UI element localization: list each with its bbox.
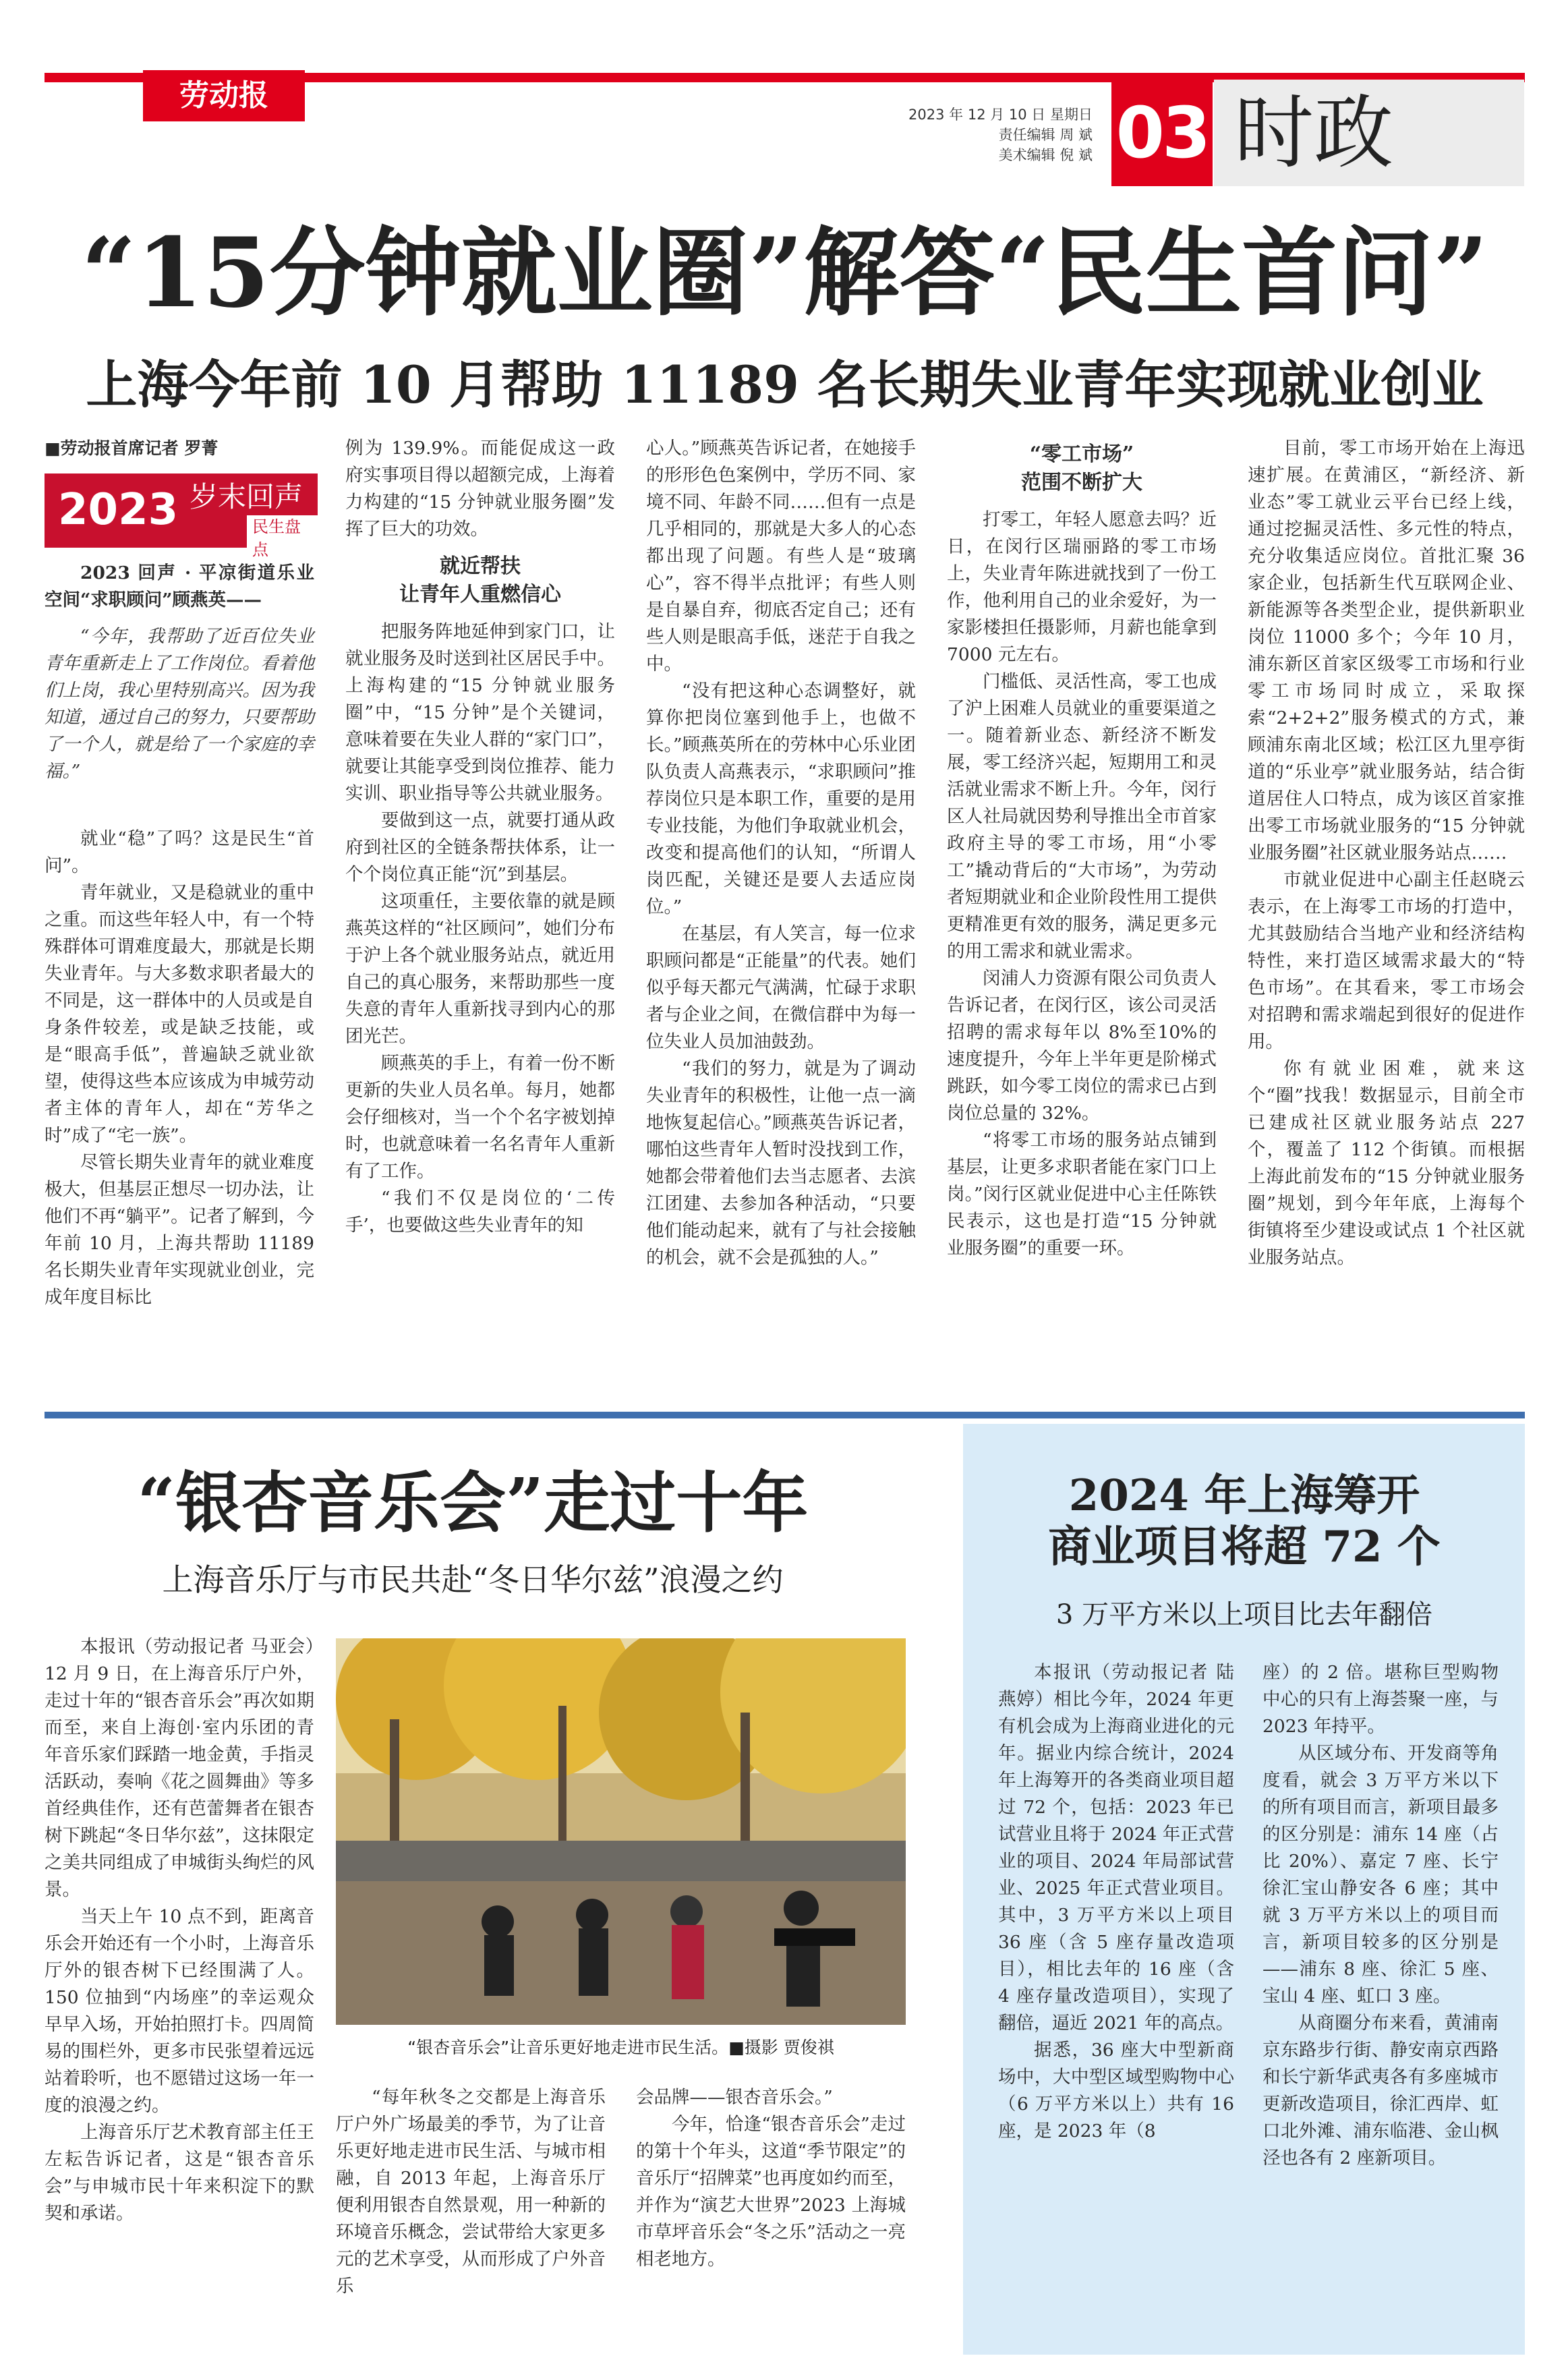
paragraph: 今年，恰逢“银杏音乐会”走过的第十个年头，这道“季节限定”的音乐厅“招牌菜”也再度如约而至，并作为“演艺大世界”2023 上海城市草坪音乐会“冬之乐”活动之一亮相老地方。 [636, 2114, 906, 2270]
badge-title: 岁末回声 [190, 480, 303, 513]
art-editor-credit: 美术编辑 倪 斌 [998, 147, 1093, 163]
subhead: 就近帮扶 让青年人重燃信心 [399, 554, 561, 606]
paragraph: 就业“稳”了吗？这是民生“首问”。 [45, 828, 314, 876]
pull-quote: “今年，我帮助了近百位失业青年重新走上了工作岗位。看着他们上岗，我心里特别高兴。因为我知道，通过自己的努力，只要帮助了一个人，就是给了一个家庭的幸福。” [45, 626, 314, 782]
paragraph: 会品牌——银杏音乐会。” [636, 2087, 833, 2108]
paragraph: “我们的努力，就是为了调动失业青年的积极性，让他一点一滴地恢复起信心。”顾燕英告诉记者，哪怕这些青年人暂时没找到工作，她都会带着他们去当志愿者、去滨江团建、去参加各种活动，“只要他们能动起来，就有了与社会接触的机会，就不会是孤独的人。” [646, 1058, 916, 1268]
article2-column-2 [336, 2084, 606, 2300]
year-end-badge [45, 473, 318, 559]
paragraph: 顾燕英的手上，有着一份不断更新的失业人员名单。每月，她都会仔细核对，当一个个名字被划掉时，也就意味着一名名青年人重新有了工作。 [345, 1053, 615, 1182]
masthead-info [863, 105, 1093, 165]
paragraph: 这项重任，主要依靠的就是顾燕英这样的“社区顾问”，她们分布于沪上各个就业服务站点，就近用自己的真心服务，来帮助那些一度失意的青年人重新找寻到内心的那团光芒。 [345, 891, 615, 1047]
paragraph: 市就业促进中心副主任赵晓云表示，在上海零工市场的打造中，尤其鼓励结合当地产业和经济结构特性，来打造区域需求最大的“特色市场”。在其看来，零工市场会对招聘和需求端起到很好的促进作用。 [1248, 869, 1525, 1052]
paragraph: 要做到这一点，就要打通从政府到社区的全链条帮扶体系，让一个个岗位真正能“沉”到基层。 [345, 810, 615, 885]
byline: ■劳动报首席记者 罗菁 [45, 438, 219, 458]
paragraph: 你有就业困难，就来这个“圈”找我！数据显示，目前全市已建成社区就业服务站点 227 个，覆盖了 112 个街镇。而根据上海此前发布的“15 分钟就业服务圈”规划，到今年年底，上海每个街镇将至少建设或试点 1 个社区就业服务站点。 [1248, 1058, 1525, 1268]
article2-column-1 [45, 1634, 314, 2227]
headline-line-1: 2024 年上海筹开 [1068, 1470, 1420, 1521]
paragraph: 从区域分布、开发商等角度看，就会 3 万平方米以下的所有项目而言，新项目最多的区分别是：浦东 14 座（占比 20%）、嘉定 7 座、长宁徐汇宝山静安各 6 座；其中就 3 万平方米以上的项目而言，新项目较多的区分别是——浦东 8 座、徐汇 5 座、宝山 4 座、虹口 3 座。 [1262, 1743, 1499, 2007]
paragraph: 从商圈分布来看，黄浦南京东路步行街、静安南京西路和长宁新华武夷各有多座城市更新改造项目，徐汇西岸、虹口北外滩、浦东临港、金山枫泾也各有 2 座新项目。 [1262, 2013, 1499, 2168]
article2-headline: “银杏音乐会”走过十年 [137, 1464, 809, 1542]
page-number: 03 [1111, 80, 1213, 186]
paragraph: 门槛低、灵活性高，零工也成了沪上困难人员就业的重要渠道之一。随着新业态、新经济不断发展，零工经济兴起，短期用工和灵活就业需求不断上升。今年，闵行区人社局就因势利导推出全市首家政府主导的零工市场，用“小零工”撬动背后的“大市场”，为劳动者短期就业和企业阶段性用工提供更精准更有效的服务，满足更多元的用工需求和就业需求。 [947, 671, 1217, 962]
paragraph: “将零工市场的服务站点铺到基层，让更多求职者能在家门口上岗。”闵行区就业促进中心主任陈铁民表示，这也是打造“15 分钟就业服务圈”的重要一环。 [947, 1130, 1217, 1259]
headline-line-2: 商业项目将超 72 个 [1048, 1522, 1441, 1572]
paragraph: 上海音乐厅艺术教育部主任王左耘告诉记者，这是“银杏音乐会”与申城市民十年来积淀下的默契和承诺。 [45, 2122, 314, 2224]
paragraph: 闵浦人力资源有限公司负责人告诉记者，在闵行区，该公司灵活招聘的需求每年以 8%至10%的速度提升，今年上半年更是阶梯式跳跃，如今零工岗位的需求已占到岗位总量的 32%。 [947, 968, 1217, 1124]
section-name: 时政 [1214, 80, 1524, 186]
issue-date: 2023 年 12 月 10 日 星期日 [908, 107, 1093, 123]
paragraph: 本报讯（劳动报记者 陆燕婷）相比今年，2024 年更有机会成为上海商业进化的元年。据业内综合统计，2024 年上海筹开的各类商业项目超过 72 个，包括：2023 年已试营业且将于 2024 年正式营业的项目、2024 年局部试营业、2025 年正式营业项目。其中，3 万平方米以上项目 36 座（含 5 座存量改造项目），相比去年的 16 座（含 4 座存量改造项目），实现了翻倍，逼近 2021 年的高点。 [998, 1662, 1234, 2034]
article2-column-3 [636, 2084, 906, 2273]
lead: 2023 回声 · 平凉街道乐业空间“求职顾问”顾燕英—— [45, 563, 314, 610]
article1-subheadline: 上海今年前 10 月帮助 11189 名长期失业青年实现就业创业 [86, 355, 1484, 415]
article3-column-1 [998, 1659, 1234, 2145]
editor-credit: 责任编辑 周 斌 [998, 127, 1093, 143]
paragraph: “每年秋冬之交都是上海音乐厅户外广场最美的季节，为了让音乐更好地走进市民生活、与城市相融，自 2013 年起，上海音乐厅便利用银杏自然景观，用一种新的环境音乐概念，尝试带给大家更多元的艺术享受，从而形成了户外音乐 [336, 2087, 606, 2297]
paragraph: 目前，零工市场开始在上海迅速扩展。在黄浦区，“新经济、新业态”零工就业云平台已经上线，通过挖掘灵活性、多元性的特点，充分收集适应岗位。首批汇聚 36 家企业，包括新生代互联网企业、新能源等各类型企业，提供新职业岗位 11000 多个；今年 10 月，浦东新区首家区级零工市场和行业零工市场同时成立，采取探索“2+2+2”服务模式的方式，兼顾浦东南北区域；松江区九里亭街道的“乐业亭”就业服务站，结合街道居住人口特点，成为该区首家推出零工市场就业服务的“15 分钟就业服务圈”社区就业服务站点…… [1248, 438, 1525, 863]
badge-sub: 民生盘点 [247, 515, 318, 561]
paragraph: 本报讯（劳动报记者 马亚会）12 月 9 日，在上海音乐厅户外，走过十年的“银杏音乐会”再次如期而至，来自上海创·室内乐团的青年音乐家们踩踏一地金黄，手指灵活跃动，奏响《花之圆舞曲》等多首经典佳作，还有芭蕾舞者在银杏树下跳起“冬日华尔兹”，这抹限定之美共同组成了申城街头绚烂的风景。 [45, 1636, 314, 1900]
article2-subheadline: 上海音乐厅与市民共赴“冬日华尔兹”浪漫之约 [162, 1561, 784, 1598]
paragraph: 例为 139.9%。而能促成这一政府实事项目得以超额完成，上海着力构建的“15 分钟就业服务圈”发挥了巨大的功效。 [345, 438, 615, 540]
article3-headline [978, 1470, 1511, 1573]
paragraph: 青年就业，又是稳就业的重中之重。而这些年轻人中，有一个特殊群体可谓难度最大，那就是长期失业青年。与大多数求职者最大的不同是，这一群体中的人员或是自身条件较差，或是缺乏技能，或是“眼高手低”，普遍缺乏就业欲望，使得这些本应该成为申城劳动者主体的青年人，却在“芳华之时”成了“宅一族”。 [45, 882, 314, 1146]
article1-column-1 [45, 435, 314, 462]
paragraph: “没有把这种心态调整好，就算你把岗位塞到他手上，也做不长。”顾燕英所在的劳林中心乐业团队负责人高燕表示，“求职顾问”推荐岗位只是本职工作，重要的是用专业技能，为他们争取就业机会，改变和提高他们的认知，“所谓人岗匹配，关键还是要人去适应岗位。” [646, 681, 916, 917]
article1-column-4 [947, 435, 1217, 1262]
article3-column-2 [1262, 1659, 1499, 2172]
article1-column-3 [646, 435, 916, 1271]
paragraph: “我们不仅是岗位的‘二传手’，也要做这些失业青年的知 [345, 1188, 615, 1236]
masthead-logo: 劳动报 [143, 70, 305, 121]
paragraph: 把服务阵地延伸到家门口，让就业服务及时送到社区居民手中。上海构建的“15 分钟就业服务圈”中，“15 分钟”是个关键词，意味着要在失业人群的“家门口”，就要让其能享受到岗位推荐、能力实训、职业指导等公共就业服务。 [345, 621, 615, 804]
article1-column-1-body [45, 560, 314, 1311]
concert-photo [336, 1638, 906, 2025]
article3-subheadline: 3 万平方米以上项目比去年翻倍 [1055, 1599, 1433, 1630]
paragraph: 座）的 2 倍。堪称巨型购物中心的只有上海荟聚一座，与 2023 年持平。 [1262, 1662, 1499, 1737]
article1-headline: “15分钟就业圈”解答“民生首问” [81, 217, 1488, 329]
paragraph: 尽管长期失业青年的就业难度极大，但基层正想尽一切办法，让他们不再“躺平”。记者了解到，今年前 10 月，上海共帮助 11189 名长期失业青年实现就业创业，完成年度目标比 [45, 1152, 314, 1308]
article1-column-5 [1248, 435, 1525, 1271]
ginkgo-concert-image [336, 1638, 906, 2025]
paragraph: 当天上午 10 点不到，距离音乐会开始还有一个小时，上海音乐厅外的银杏树下已经围满了人。150 位抽到“内场座”的幸运观众早早入场，开始拍照打卡。四周简易的围栏外，更多市民张望着远远站着聆听，也不愿错过这场一年一度的浪漫之约。 [45, 1906, 314, 2116]
article1-column-2 [345, 435, 615, 1239]
section-divider [45, 1412, 1525, 1418]
subhead: “零工市场” 范围不断扩大 [1021, 442, 1142, 494]
paragraph: 据悉，36 座大中型新商场中，大中型区域型购物中心（6 万平方米以上）共有 16 座，是 2023 年（8 [998, 2040, 1234, 2142]
badge-year: 2023 [58, 485, 179, 535]
photo-caption: “银杏音乐会”让音乐更好地走进市民生活。■摄影 贾俊祺 [407, 2038, 834, 2057]
paragraph: 在基层，有人笑言，每一位求职顾问都是“正能量”的代表。她们似乎每天都元气满满，忙碌于求职者与企业之间，在微信群中为每一位失业人员加油鼓劲。 [646, 923, 916, 1052]
paragraph: 心人。”顾燕英告诉记者，在她接手的形形色色案例中，学历不同、家境不同、年龄不同……但有一点是几乎相同的，那就是大多人的心态都出现了问题。有些人是“玻璃心”，容不得半点批评；有些人则是自暴自弃，彻底否定自己；还有些人则是眼高手低，迷茫于自我之中。 [646, 438, 916, 674]
paragraph: 打零工，年轻人愿意去吗？近日，在闵行区瑞丽路的零工市场上，失业青年陈进就找到了一份工作，他利用自己的业余爱好，为一家影楼担任摄影师，月薪也能拿到 7000 元左右。 [947, 509, 1217, 665]
